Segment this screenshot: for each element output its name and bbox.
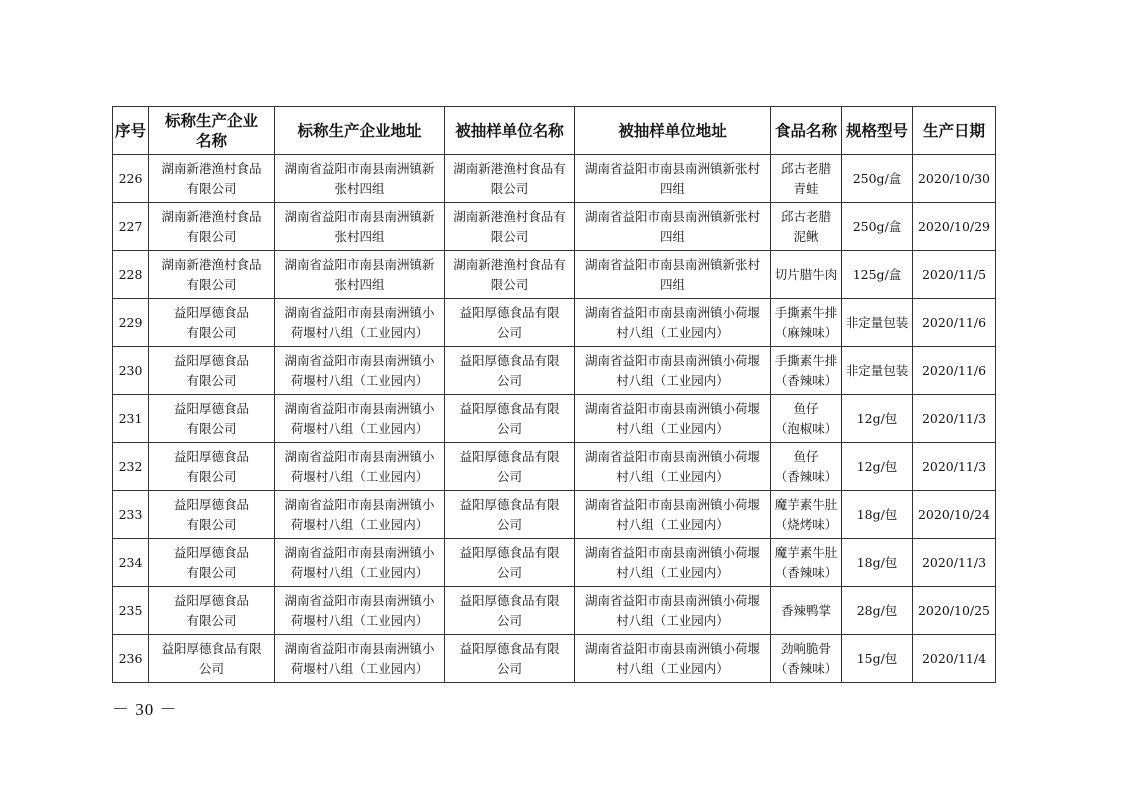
cell-sampled-unit-address: 湖南省益阳市南县南洲镇小荷堰 村八组（工业园内） [575, 443, 771, 491]
cell-sampled-unit-address: 湖南省益阳市南县南洲镇新张村 四组 [575, 155, 771, 203]
header-production-date: 生产日期 [913, 107, 996, 155]
page-number: － 30 － [112, 700, 178, 719]
cell-specification: 250g/盒 [842, 203, 913, 251]
cell-manufacturer-address: 湖南省益阳市南县南洲镇新 张村四组 [275, 203, 445, 251]
cell-manufacturer-address: 湖南省益阳市南县南洲镇新 张村四组 [275, 251, 445, 299]
cell-specification: 12g/包 [842, 443, 913, 491]
header-food-name: 食品名称 [771, 107, 842, 155]
cell-food-name: 魔芋素牛肚 （烧烤味） [771, 491, 842, 539]
cell-food-name: 鱼仔 （香辣味） [771, 443, 842, 491]
table-row [113, 443, 996, 491]
cell-production-date: 2020/10/30 [913, 155, 996, 203]
cell-manufacturer-address: 湖南省益阳市南县南洲镇小 荷堰村八组（工业园内） [275, 587, 445, 635]
cell-manufacturer-address: 湖南省益阳市南县南洲镇小 荷堰村八组（工业园内） [275, 443, 445, 491]
cell-specification: 非定量包装 [842, 299, 913, 347]
cell-serial-no: 228 [113, 251, 149, 299]
table-header-row [113, 107, 996, 155]
cell-production-date: 2020/10/24 [913, 491, 996, 539]
cell-serial-no: 233 [113, 491, 149, 539]
cell-manufacturer-name: 益阳厚德食品 有限公司 [149, 491, 275, 539]
cell-production-date: 2020/10/29 [913, 203, 996, 251]
cell-manufacturer-address: 湖南省益阳市南县南洲镇小 荷堰村八组（工业园内） [275, 491, 445, 539]
cell-sampled-unit-name: 益阳厚德食品有限 公司 [445, 635, 575, 683]
cell-production-date: 2020/11/5 [913, 251, 996, 299]
header-sampled-unit-address: 被抽样单位地址 [575, 107, 771, 155]
cell-sampled-unit-name: 湖南新港渔村食品有 限公司 [445, 251, 575, 299]
cell-serial-no: 232 [113, 443, 149, 491]
cell-food-name: 香辣鸭掌 [771, 587, 842, 635]
cell-specification: 非定量包装 [842, 347, 913, 395]
cell-sampled-unit-address: 湖南省益阳市南县南洲镇小荷堰 村八组（工业园内） [575, 539, 771, 587]
cell-sampled-unit-address: 湖南省益阳市南县南洲镇小荷堰 村八组（工业园内） [575, 347, 771, 395]
cell-sampled-unit-address: 湖南省益阳市南县南洲镇小荷堰 村八组（工业园内） [575, 491, 771, 539]
cell-sampled-unit-name: 益阳厚德食品有限 公司 [445, 443, 575, 491]
cell-production-date: 2020/11/3 [913, 443, 996, 491]
cell-food-name: 手撕素牛排 （麻辣味） [771, 299, 842, 347]
cell-serial-no: 236 [113, 635, 149, 683]
cell-specification: 18g/包 [842, 491, 913, 539]
sampling-results-table [112, 106, 996, 683]
cell-serial-no: 235 [113, 587, 149, 635]
cell-sampled-unit-address: 湖南省益阳市南县南洲镇小荷堰 村八组（工业园内） [575, 299, 771, 347]
cell-manufacturer-name: 湖南新港渔村食品 有限公司 [149, 155, 275, 203]
cell-manufacturer-address: 湖南省益阳市南县南洲镇小 荷堰村八组（工业园内） [275, 635, 445, 683]
cell-sampled-unit-name: 益阳厚德食品有限 公司 [445, 539, 575, 587]
cell-manufacturer-name: 益阳厚德食品 有限公司 [149, 299, 275, 347]
cell-food-name: 切片腊牛肉 [771, 251, 842, 299]
cell-manufacturer-address: 湖南省益阳市南县南洲镇小 荷堰村八组（工业园内） [275, 395, 445, 443]
cell-sampled-unit-name: 益阳厚德食品有限 公司 [445, 299, 575, 347]
cell-specification: 18g/包 [842, 539, 913, 587]
cell-manufacturer-address: 湖南省益阳市南县南洲镇小 荷堰村八组（工业园内） [275, 539, 445, 587]
table-row [113, 299, 996, 347]
cell-specification: 125g/盒 [842, 251, 913, 299]
cell-production-date: 2020/10/25 [913, 587, 996, 635]
cell-serial-no: 230 [113, 347, 149, 395]
cell-specification: 250g/盒 [842, 155, 913, 203]
cell-food-name: 魔芋素牛肚 （香辣味） [771, 539, 842, 587]
header-manufacturer-name: 标称生产企业 名称 [149, 107, 275, 155]
cell-sampled-unit-name: 湖南新港渔村食品有 限公司 [445, 155, 575, 203]
table-row [113, 347, 996, 395]
header-manufacturer-address: 标称生产企业地址 [275, 107, 445, 155]
cell-serial-no: 234 [113, 539, 149, 587]
cell-production-date: 2020/11/6 [913, 299, 996, 347]
header-serial-no: 序号 [113, 107, 149, 155]
cell-sampled-unit-address: 湖南省益阳市南县南洲镇新张村 四组 [575, 203, 771, 251]
table-row [113, 155, 996, 203]
cell-sampled-unit-name: 益阳厚德食品有限 公司 [445, 347, 575, 395]
cell-production-date: 2020/11/3 [913, 395, 996, 443]
cell-manufacturer-name: 益阳厚德食品 有限公司 [149, 347, 275, 395]
table-row [113, 203, 996, 251]
header-sampled-unit-name: 被抽样单位名称 [445, 107, 575, 155]
cell-sampled-unit-address: 湖南省益阳市南县南洲镇小荷堰 村八组（工业园内） [575, 587, 771, 635]
cell-food-name: 邱古老腊 泥鳅 [771, 203, 842, 251]
cell-manufacturer-name: 益阳厚德食品 有限公司 [149, 443, 275, 491]
cell-sampled-unit-name: 湖南新港渔村食品有 限公司 [445, 203, 575, 251]
table-row [113, 395, 996, 443]
cell-food-name: 邱古老腊 青蛙 [771, 155, 842, 203]
cell-sampled-unit-name: 益阳厚德食品有限 公司 [445, 395, 575, 443]
cell-manufacturer-address: 湖南省益阳市南县南洲镇新 张村四组 [275, 155, 445, 203]
cell-food-name: 鱼仔 （泡椒味） [771, 395, 842, 443]
cell-serial-no: 227 [113, 203, 149, 251]
cell-specification: 28g/包 [842, 587, 913, 635]
cell-manufacturer-address: 湖南省益阳市南县南洲镇小 荷堰村八组（工业园内） [275, 347, 445, 395]
cell-manufacturer-name: 湖南新港渔村食品 有限公司 [149, 251, 275, 299]
table-row [113, 539, 996, 587]
table-body [113, 155, 996, 683]
cell-serial-no: 231 [113, 395, 149, 443]
cell-sampled-unit-address: 湖南省益阳市南县南洲镇小荷堰 村八组（工业园内） [575, 395, 771, 443]
cell-specification: 15g/包 [842, 635, 913, 683]
cell-manufacturer-name: 湖南新港渔村食品 有限公司 [149, 203, 275, 251]
cell-food-name: 劲响脆骨 （香辣味） [771, 635, 842, 683]
cell-sampled-unit-address: 湖南省益阳市南县南洲镇小荷堰 村八组（工业园内） [575, 635, 771, 683]
cell-sampled-unit-address: 湖南省益阳市南县南洲镇新张村 四组 [575, 251, 771, 299]
table-row [113, 251, 996, 299]
table-row [113, 587, 996, 635]
cell-production-date: 2020/11/3 [913, 539, 996, 587]
cell-manufacturer-name: 益阳厚德食品有限 公司 [149, 635, 275, 683]
cell-production-date: 2020/11/6 [913, 347, 996, 395]
table-row [113, 635, 996, 683]
table-row [113, 491, 996, 539]
cell-manufacturer-name: 益阳厚德食品 有限公司 [149, 539, 275, 587]
cell-manufacturer-name: 益阳厚德食品 有限公司 [149, 587, 275, 635]
cell-sampled-unit-name: 益阳厚德食品有限 公司 [445, 491, 575, 539]
cell-manufacturer-address: 湖南省益阳市南县南洲镇小 荷堰村八组（工业园内） [275, 299, 445, 347]
cell-serial-no: 226 [113, 155, 149, 203]
cell-manufacturer-name: 益阳厚德食品 有限公司 [149, 395, 275, 443]
cell-serial-no: 229 [113, 299, 149, 347]
cell-food-name: 手撕素牛排 （香辣味） [771, 347, 842, 395]
header-specification: 规格型号 [842, 107, 913, 155]
cell-production-date: 2020/11/4 [913, 635, 996, 683]
cell-specification: 12g/包 [842, 395, 913, 443]
cell-sampled-unit-name: 益阳厚德食品有限 公司 [445, 587, 575, 635]
